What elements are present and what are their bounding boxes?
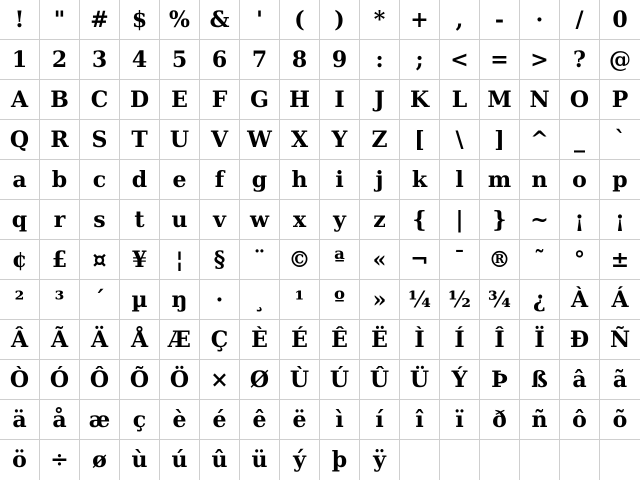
glyph-cell[interactable]: ÷ (40, 440, 80, 480)
glyph-cell[interactable]: ! (0, 0, 40, 40)
glyph-cell[interactable]: ß (520, 360, 560, 400)
glyph-cell[interactable]: Ì (400, 320, 440, 360)
glyph-cell[interactable]: $ (120, 0, 160, 40)
glyph-cell[interactable]: ¹ (280, 280, 320, 320)
glyph-cell[interactable]: a (0, 160, 40, 200)
glyph-cell[interactable]: C (80, 80, 120, 120)
glyph-cell[interactable]: P (600, 80, 640, 120)
glyph-cell[interactable]: ¥ (120, 240, 160, 280)
glyph-cell[interactable]: % (160, 0, 200, 40)
glyph-cell[interactable]: J (360, 80, 400, 120)
glyph-cell[interactable]: ¡ (560, 200, 600, 240)
glyph-cell[interactable]: ú (160, 440, 200, 480)
glyph-cell-empty (560, 440, 600, 480)
glyph-cell[interactable]: Ê (320, 320, 360, 360)
glyph-cell[interactable]: } (480, 200, 520, 240)
glyph-cell[interactable]: 4 (120, 40, 160, 80)
glyph-cell[interactable]: Ç (200, 320, 240, 360)
glyph-cell[interactable]: 0 (600, 0, 640, 40)
glyph-cell[interactable]: T (120, 120, 160, 160)
glyph-cell[interactable]: Ù (280, 360, 320, 400)
glyph-cell[interactable]: ¢ (0, 240, 40, 280)
glyph-cell[interactable]: ¬ (400, 240, 440, 280)
glyph-cell[interactable]: þ (320, 440, 360, 480)
glyph-cell[interactable]: ¾ (480, 280, 520, 320)
glyph-cell[interactable]: m (480, 160, 520, 200)
glyph-cell[interactable]: æ (80, 400, 120, 440)
glyph-cell[interactable]: Û (360, 360, 400, 400)
glyph-cell[interactable]: " (40, 0, 80, 40)
glyph-cell[interactable]: © (280, 240, 320, 280)
glyph-cell[interactable]: e (160, 160, 200, 200)
glyph-cell[interactable]: ^ (520, 120, 560, 160)
glyph-cell[interactable]: Ã (40, 320, 80, 360)
glyph-cell[interactable]: ) (320, 0, 360, 40)
glyph-cell[interactable]: ø (80, 440, 120, 480)
glyph-cell[interactable]: õ (600, 400, 640, 440)
glyph-cell[interactable]: > (520, 40, 560, 80)
glyph-cell[interactable]: 6 (200, 40, 240, 80)
glyph-cell[interactable]: í (360, 400, 400, 440)
glyph-cell[interactable]: ¸ (240, 280, 280, 320)
glyph-cell[interactable]: Ü (400, 360, 440, 400)
glyph-cell[interactable]: , (440, 0, 480, 40)
glyph-cell[interactable]: º (320, 280, 360, 320)
glyph-cell[interactable]: ù (120, 440, 160, 480)
glyph-cell[interactable]: E (160, 80, 200, 120)
glyph-cell[interactable]: Î (480, 320, 520, 360)
glyph-cell[interactable]: Å (120, 320, 160, 360)
glyph-cell[interactable]: s (80, 200, 120, 240)
glyph-cell[interactable]: ÿ (360, 440, 400, 480)
glyph-cell[interactable]: / (560, 0, 600, 40)
glyph-cell[interactable]: ð (480, 400, 520, 440)
glyph-cell[interactable]: ö (0, 440, 40, 480)
glyph-cell[interactable]: N (520, 80, 560, 120)
glyph-cell[interactable]: D (120, 80, 160, 120)
glyph-cell[interactable]: À (560, 280, 600, 320)
glyph-cell[interactable]: § (200, 240, 240, 280)
glyph-cell[interactable]: ü (240, 440, 280, 480)
glyph-cell-empty (600, 440, 640, 480)
glyph-cell[interactable]: d (120, 160, 160, 200)
glyph-cell-empty (520, 440, 560, 480)
glyph-cell[interactable]: h (280, 160, 320, 200)
glyph-cell[interactable]: = (480, 40, 520, 80)
glyph-cell[interactable]: \ (440, 120, 480, 160)
glyph-cell[interactable]: Ñ (600, 320, 640, 360)
glyph-cell[interactable]: · (520, 0, 560, 40)
glyph-cell[interactable]: É (280, 320, 320, 360)
glyph-cell[interactable]: å (40, 400, 80, 440)
glyph-cell[interactable]: ¦ (160, 240, 200, 280)
glyph-cell[interactable]: Ø (240, 360, 280, 400)
glyph-cell[interactable]: Ô (80, 360, 120, 400)
glyph-cell[interactable]: | (440, 200, 480, 240)
glyph-cell[interactable]: ˜ (520, 240, 560, 280)
glyph-cell[interactable]: ' (240, 0, 280, 40)
glyph-cell[interactable]: Ý (440, 360, 480, 400)
glyph-cell[interactable]: j (360, 160, 400, 200)
glyph-cell[interactable]: È (240, 320, 280, 360)
glyph-cell[interactable]: A (0, 80, 40, 120)
glyph-cell[interactable]: F (200, 80, 240, 120)
glyph-cell[interactable]: Ö (160, 360, 200, 400)
glyph-cell[interactable]: : (360, 40, 400, 80)
glyph-cell[interactable]: ¿ (520, 280, 560, 320)
glyph-cell[interactable]: Y (320, 120, 360, 160)
glyph-cell[interactable]: 8 (280, 40, 320, 80)
glyph-cell[interactable]: W (240, 120, 280, 160)
glyph-cell[interactable]: Â (0, 320, 40, 360)
glyph-cell[interactable]: ý (280, 440, 320, 480)
glyph-cell[interactable]: ¼ (400, 280, 440, 320)
glyph-cell[interactable]: 7 (240, 40, 280, 80)
glyph-cell[interactable]: ; (400, 40, 440, 80)
glyph-cell[interactable]: û (200, 440, 240, 480)
glyph-cell[interactable]: [ (400, 120, 440, 160)
glyph-cell[interactable]: B (40, 80, 80, 120)
glyph-cell[interactable]: @ (600, 40, 640, 80)
glyph-cell[interactable]: 3 (80, 40, 120, 80)
glyph-cell[interactable]: H (280, 80, 320, 120)
glyph-cell[interactable]: O (560, 80, 600, 120)
glyph-cell[interactable]: î (400, 400, 440, 440)
glyph-cell[interactable]: ~ (520, 200, 560, 240)
glyph-cell[interactable]: ½ (440, 280, 480, 320)
glyph-cell[interactable]: k (400, 160, 440, 200)
glyph-cell[interactable]: Ó (40, 360, 80, 400)
glyph-cell[interactable]: l (440, 160, 480, 200)
glyph-cell[interactable]: ´ (80, 280, 120, 320)
glyph-cell[interactable]: U (160, 120, 200, 160)
glyph-cell[interactable]: Z (360, 120, 400, 160)
glyph-cell[interactable]: + (400, 0, 440, 40)
glyph-cell[interactable]: ã (600, 360, 640, 400)
glyph-cell[interactable]: { (400, 200, 440, 240)
glyph-cell[interactable]: R (40, 120, 80, 160)
glyph-cell[interactable]: o (560, 160, 600, 200)
glyph-cell[interactable]: n (520, 160, 560, 200)
glyph-cell[interactable]: ¡ (600, 200, 640, 240)
glyph-cell[interactable]: ŋ (160, 280, 200, 320)
glyph-cell[interactable]: ® (480, 240, 520, 280)
glyph-cell-empty (440, 440, 480, 480)
glyph-cell[interactable]: Í (440, 320, 480, 360)
glyph-cell[interactable]: ª (320, 240, 360, 280)
glyph-cell[interactable]: Ò (0, 360, 40, 400)
glyph-cell[interactable]: ] (480, 120, 520, 160)
glyph-cell[interactable]: è (160, 400, 200, 440)
glyph-cell[interactable]: Ä (80, 320, 120, 360)
glyph-cell[interactable]: 9 (320, 40, 360, 80)
glyph-cell[interactable]: » (360, 280, 400, 320)
glyph-cell[interactable]: q (0, 200, 40, 240)
glyph-cell[interactable]: ( (280, 0, 320, 40)
glyph-cell[interactable]: 5 (160, 40, 200, 80)
glyph-cell[interactable]: ¤ (80, 240, 120, 280)
glyph-cell[interactable]: p (600, 160, 640, 200)
glyph-cell[interactable]: _ (560, 120, 600, 160)
glyph-cell[interactable]: £ (40, 240, 80, 280)
glyph-cell[interactable]: ï (440, 400, 480, 440)
glyph-cell[interactable]: ç (120, 400, 160, 440)
glyph-cell[interactable]: t (120, 200, 160, 240)
glyph-cell[interactable]: # (80, 0, 120, 40)
glyph-cell[interactable]: ñ (520, 400, 560, 440)
glyph-cell[interactable]: X (280, 120, 320, 160)
glyph-cell[interactable]: f (200, 160, 240, 200)
glyph-cell[interactable]: Ï (520, 320, 560, 360)
glyph-cell[interactable]: - (480, 0, 520, 40)
glyph-cell[interactable]: & (200, 0, 240, 40)
glyph-cell[interactable]: u (160, 200, 200, 240)
glyph-cell[interactable]: ³ (40, 280, 80, 320)
glyph-cell[interactable]: ô (560, 400, 600, 440)
glyph-cell[interactable]: Q (0, 120, 40, 160)
glyph-cell[interactable]: I (320, 80, 360, 120)
glyph-cell[interactable]: x (280, 200, 320, 240)
glyph-cell[interactable]: µ (120, 280, 160, 320)
glyph-cell[interactable]: M (480, 80, 520, 120)
glyph-cell[interactable]: â (560, 360, 600, 400)
glyph-cell[interactable]: Æ (160, 320, 200, 360)
glyph-cell[interactable]: z (360, 200, 400, 240)
glyph-cell[interactable]: L (440, 80, 480, 120)
glyph-cell[interactable]: Õ (120, 360, 160, 400)
glyph-cell[interactable]: Ú (320, 360, 360, 400)
glyph-cell-empty (480, 440, 520, 480)
glyph-cell[interactable]: v (200, 200, 240, 240)
glyph-cell[interactable]: ì (320, 400, 360, 440)
glyph-cell[interactable]: ° (560, 240, 600, 280)
glyph-cell[interactable]: Á (600, 280, 640, 320)
glyph-cell[interactable]: G (240, 80, 280, 120)
glyph-cell[interactable]: ë (280, 400, 320, 440)
glyph-cell[interactable]: y (320, 200, 360, 240)
glyph-cell[interactable]: Þ (480, 360, 520, 400)
glyph-cell[interactable]: < (440, 40, 480, 80)
glyph-cell[interactable]: 2 (40, 40, 80, 80)
glyph-cell[interactable]: Ð (560, 320, 600, 360)
glyph-cell[interactable]: i (320, 160, 360, 200)
glyph-cell[interactable]: * (360, 0, 400, 40)
glyph-cell-empty (400, 440, 440, 480)
glyph-cell[interactable]: « (360, 240, 400, 280)
glyph-cell[interactable]: · (200, 280, 240, 320)
glyph-cell[interactable]: g (240, 160, 280, 200)
glyph-cell[interactable]: ± (600, 240, 640, 280)
glyph-cell[interactable]: c (80, 160, 120, 200)
glyph-cell[interactable]: ` (600, 120, 640, 160)
glyph-cell[interactable]: × (200, 360, 240, 400)
glyph-cell[interactable]: S (80, 120, 120, 160)
glyph-cell[interactable]: é (200, 400, 240, 440)
glyph-cell[interactable]: ¯ (440, 240, 480, 280)
glyph-cell[interactable]: w (240, 200, 280, 240)
glyph-cell[interactable]: ê (240, 400, 280, 440)
glyph-cell[interactable]: Ë (360, 320, 400, 360)
glyph-cell[interactable]: ? (560, 40, 600, 80)
glyph-cell[interactable]: ² (0, 280, 40, 320)
glyph-cell[interactable]: 1 (0, 40, 40, 80)
glyph-cell[interactable]: V (200, 120, 240, 160)
glyph-cell[interactable]: r (40, 200, 80, 240)
glyph-cell[interactable]: b (40, 160, 80, 200)
glyph-cell[interactable]: ä (0, 400, 40, 440)
glyph-cell[interactable]: ¨ (240, 240, 280, 280)
glyph-cell[interactable]: K (400, 80, 440, 120)
